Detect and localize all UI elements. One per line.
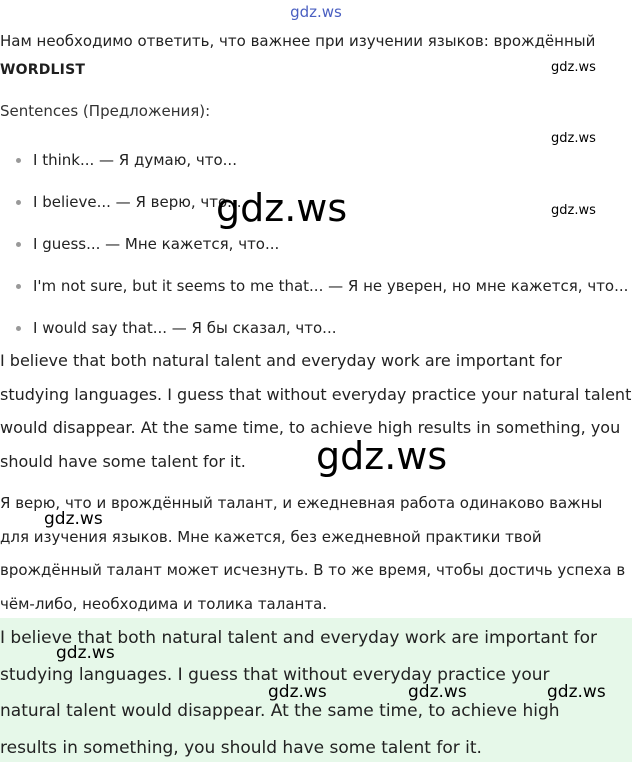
answer-paragraph: I believe that both natural talent and everyday work are important for studying languages. I guess that without everyday practice your natural talent would disappear. At the same time, to achieve high results in something, you should have some talent for it. <box>0 628 598 758</box>
phrase-text: I think... — Я думаю, что... <box>33 151 237 169</box>
bullet-dot-icon <box>16 284 21 289</box>
wordlist-heading: WORDLIST <box>0 62 86 78</box>
top-watermark: gdz.ws <box>290 3 342 21</box>
watermark-logo: gdz.ws <box>268 682 327 702</box>
sentences-label: Sentences (Предложения): <box>0 102 211 120</box>
watermark-logo: gdz.ws <box>216 186 348 230</box>
watermark-logo: gdz.ws <box>316 434 448 478</box>
watermark-logo: gdz.ws <box>551 203 596 218</box>
bullet-dot-icon <box>16 326 21 331</box>
watermark-logo: gdz.ws <box>56 643 115 663</box>
intro-line: Нам необходимо ответить, что важнее при изучении языков: врождённый <box>0 32 596 50</box>
phrase-text: I would say that... — Я бы сказал, что... <box>33 319 337 337</box>
english-paragraph: I believe that both natural talent and everyday work are important for studying languages. I guess that without everyday practice your natural talent would disappear. At the same time, to achieve high results in something, you should have some talent for it. <box>0 351 632 471</box>
phrase-list <box>0 146 632 356</box>
watermark-logo: gdz.ws <box>547 682 606 702</box>
watermark-logo: gdz.ws <box>44 509 103 529</box>
phrase-text: I'm not sure, but it seems to me that... — Я не уверен, но мне кажется, что... <box>33 277 629 295</box>
bullet-dot-icon <box>16 200 21 205</box>
list-item <box>0 146 632 188</box>
watermark-logo: gdz.ws <box>551 131 596 146</box>
phrase-text: I believe... — Я верю, что... <box>33 193 242 211</box>
phrase-text: I guess... — Мне кажется, что... <box>33 235 280 253</box>
list-item <box>0 230 632 272</box>
watermark-logo: gdz.ws <box>408 682 467 702</box>
bullet-dot-icon <box>16 158 21 163</box>
bullet-dot-icon <box>16 242 21 247</box>
watermark-logo: gdz.ws <box>551 60 596 75</box>
list-item <box>0 272 632 314</box>
russian-paragraph: Я верю, что и врождённый талант, и ежедневная работа одинаково важны для изучения языков. Мне кажется, без ежедневной практики твой врождённый талант может исчезнуть. В то же время, чтобы достичь успеха в чём-либо, необходима и толика таланта. <box>0 494 626 613</box>
